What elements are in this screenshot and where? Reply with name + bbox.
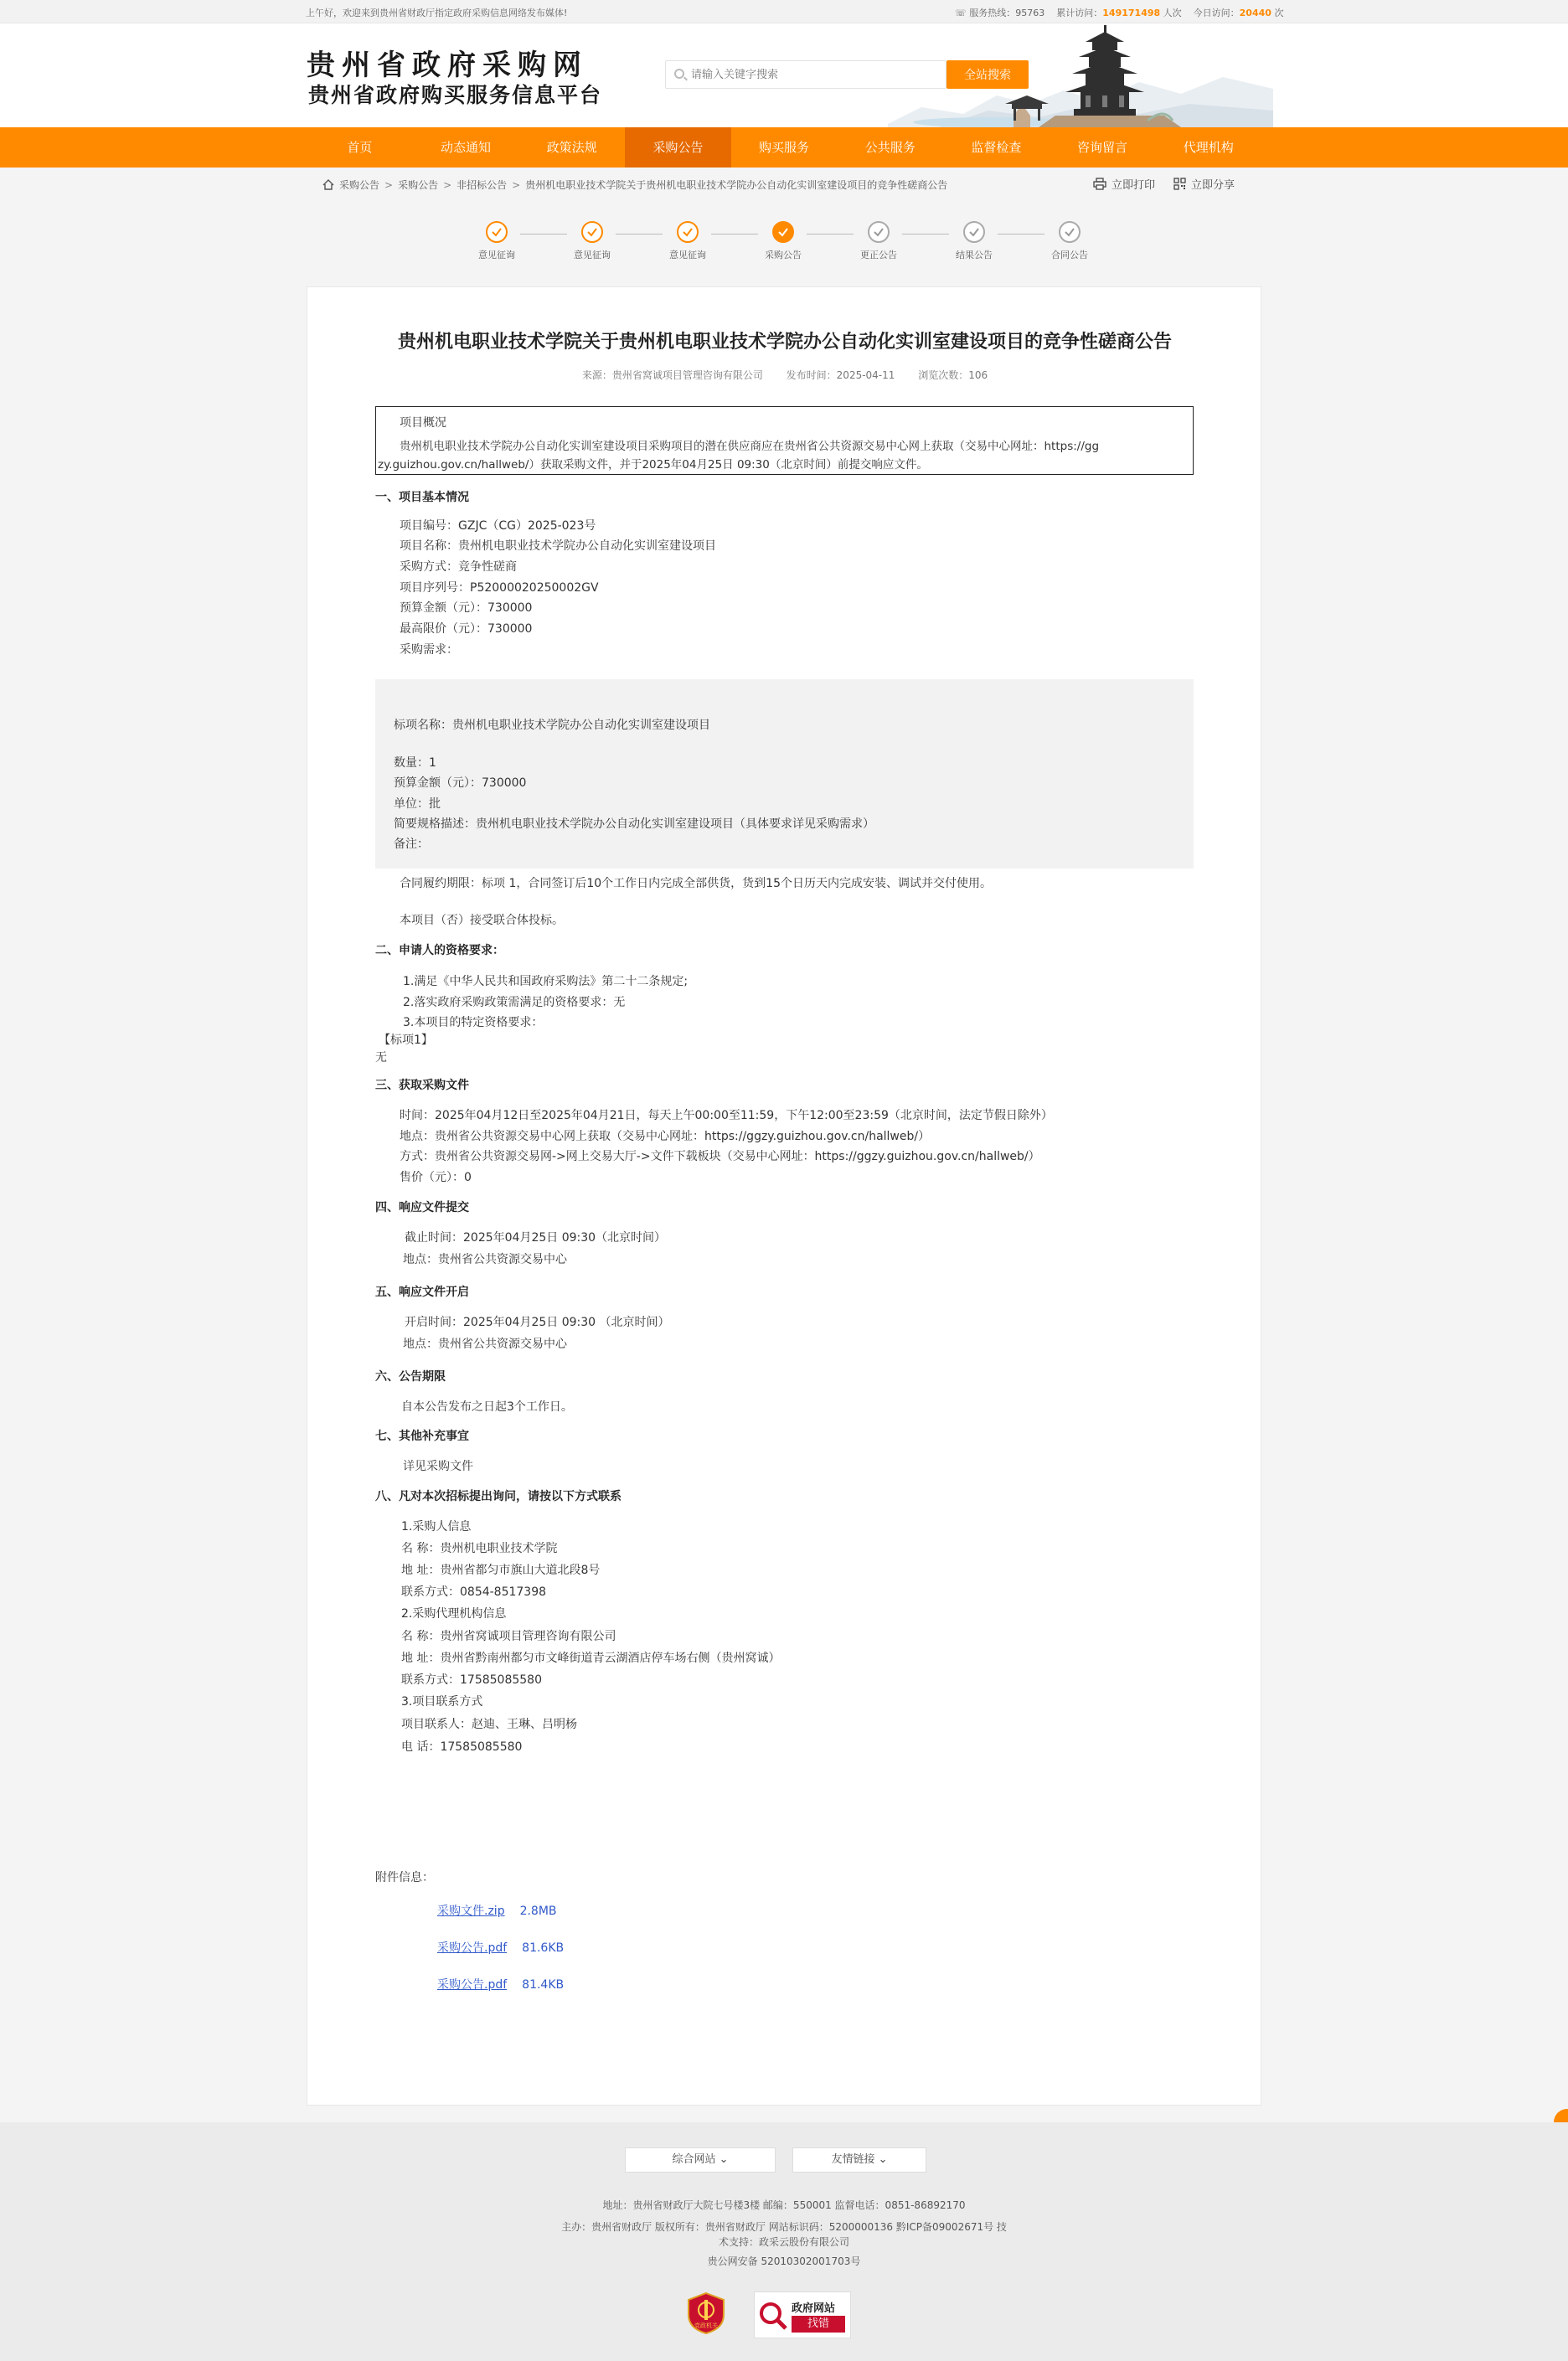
section-heading: 三、获取采购文件 xyxy=(375,1079,469,1092)
requirement-line: 单位：批 xyxy=(394,797,441,811)
breadcrumb: 采购公告 > 采购公告 > 非招标公告 > 贵州机电职业技术学院关于贵州机电职业技术学院办公自动化实训室建设项目的竞争性磋商公告 xyxy=(322,178,947,192)
step-consultation-1[interactable]: 意见征询 xyxy=(463,221,530,261)
links-dropdown[interactable]: 友情链接 ⌄ xyxy=(792,2147,926,2173)
requirement-line: 简要规格描述：贵州机电职业技术学院办公自动化实训室建设项目（具体要求详见采购需求） xyxy=(394,817,874,831)
info-line: 项目名称：贵州机电职业技术学院办公自动化实训室建设项目 xyxy=(400,539,716,553)
info-line: 项目序列号：P52000020250002GV xyxy=(400,581,599,595)
attachment-item xyxy=(437,1902,557,1919)
site-footer xyxy=(0,2122,1568,2361)
search-icon xyxy=(674,69,684,79)
main-nav xyxy=(0,127,1568,168)
overview-text: zy.guizhou.gov.cn/hallweb/）获取采购文件，并于2025年04月25日 09:30（北京时间）前提交响应文件。 xyxy=(378,458,928,472)
info-line: 【标项1】 xyxy=(379,1034,433,1047)
search-button[interactable]: 全站搜索 xyxy=(946,60,1029,89)
info-line: 采购方式：竞争性磋商 xyxy=(400,560,517,574)
sites-dropdown[interactable]: 综合网站 ⌄ xyxy=(625,2147,776,2173)
check-icon xyxy=(677,221,699,243)
check-icon xyxy=(868,221,890,243)
attachment-link[interactable]: 采购文件.zip xyxy=(437,1905,505,1918)
contact-line: 1.采购人信息 xyxy=(401,1520,472,1534)
footer-security-record: 贵公网安备 52010302001703号 xyxy=(707,2255,861,2267)
requirement-line: 备注： xyxy=(394,838,429,851)
check-icon xyxy=(963,221,985,243)
contact-line: 地 址：贵州省黔南州都匀市文峰街道青云湖酒店停车场右侧（贵州窝诚） xyxy=(401,1652,781,1665)
attachment-size: 81.6KB xyxy=(522,1941,565,1955)
site-stats: ☏ 服务热线：95763 累计访问：149171498 人次 今日访问：20440 次 xyxy=(955,8,1284,18)
info-line: 方式：贵州省公共资源交易网->网上交易大厅->文件下载板块（交易中心网址：https://ggzy.guizhou.gov.cn/hallweb/） xyxy=(400,1150,1040,1163)
breadcrumb-item[interactable]: 非招标公告 xyxy=(456,179,508,191)
footer-support: 术支持：政采云股份有限公司 xyxy=(718,2236,849,2248)
step-correction-notice[interactable]: 更正公告 xyxy=(845,221,912,261)
today-visits: 20440 xyxy=(1239,8,1271,18)
nav-item-home[interactable]: 首页 xyxy=(347,140,373,155)
footer-copyright: 主办：贵州省财政厅 版权所有：贵州省财政厅 网站标识码：5200000136 黔ICP备09002671号 技 xyxy=(561,2221,1007,2233)
article-date: 发布时间：2025-04-11 xyxy=(786,369,895,381)
section-heading: 七、其他补充事宜 xyxy=(375,1430,469,1443)
section-heading: 六、公告期限 xyxy=(375,1370,446,1384)
printer-icon xyxy=(1093,178,1106,190)
page-tools xyxy=(1093,176,1235,192)
section-heading: 一、项目基本情况 xyxy=(375,491,469,504)
breadcrumb-item[interactable]: 采购公告 xyxy=(398,179,439,191)
info-line: 开启时间：2025年04月25日 09:30 （北京时间） xyxy=(405,1316,670,1329)
contact-line: 联系方式：17585085580 xyxy=(401,1673,542,1687)
section-heading: 二、申请人的资格要求： xyxy=(375,944,504,957)
section-heading: 五、响应文件开启 xyxy=(375,1286,469,1299)
contact-line: 3.项目联系方式 xyxy=(401,1695,483,1709)
info-line: 地点：贵州省公共资源交易中心 xyxy=(403,1338,567,1351)
attachment-link[interactable]: 采购公告.pdf xyxy=(437,1978,508,1992)
attachments-label: 附件信息： xyxy=(375,1871,434,1884)
check-icon xyxy=(581,221,603,243)
article-source: 来源：贵州省窝诚项目管理咨询有限公司 xyxy=(581,369,763,381)
contact-line: 联系方式：0854-8517398 xyxy=(401,1585,547,1599)
section-heading: 四、响应文件提交 xyxy=(375,1201,469,1214)
info-line: 时间：2025年04月12日至2025年04月21日，每天上午00:00至11:59，下午12:00至23:59（北京时间，法定节假日除外） xyxy=(400,1109,1053,1122)
info-line: 地点：贵州省公共资源交易中心 xyxy=(403,1253,567,1266)
check-icon xyxy=(1059,221,1081,243)
requirement-line: 数量：1 xyxy=(394,756,436,770)
info-line: 售价（元）：0 xyxy=(400,1171,472,1184)
nav-item-purchase-service[interactable]: 购买服务 xyxy=(759,140,810,155)
info-line: 2.落实政府采购政策需满足的资格要求：无 xyxy=(403,996,626,1009)
project-overview-box xyxy=(375,406,1194,475)
requirement-box xyxy=(375,679,1194,869)
info-line: 1.满足《中华人民共和国政府采购法》第二十二条规定; xyxy=(403,975,689,988)
step-consultation-2[interactable]: 意见征询 xyxy=(559,221,626,261)
magnifier-icon xyxy=(758,2301,788,2331)
info-line: 无 xyxy=(375,1051,387,1065)
breadcrumb-current: 贵州机电职业技术学院关于贵州机电职业技术学院办公自动化实训室建设项目的竞争性磋商公告 xyxy=(525,179,948,191)
chevron-down-icon: ⌄ xyxy=(719,2153,729,2166)
info-line: 详见采购文件 xyxy=(403,1460,473,1473)
attachment-item xyxy=(437,1976,564,1992)
contact-line: 名 称：贵州省窝诚项目管理咨询有限公司 xyxy=(401,1630,616,1643)
nav-item-policy[interactable]: 政策法规 xyxy=(546,140,597,155)
check-icon xyxy=(486,221,508,243)
article-card xyxy=(307,286,1261,2106)
article-title: 贵州机电职业技术学院关于贵州机电职业技术学院办公自动化实训室建设项目的竞争性磋商公告 xyxy=(397,332,1172,353)
government-party-badge[interactable]: 党政机关 xyxy=(687,2291,725,2335)
breadcrumb-item[interactable]: 采购公告 xyxy=(339,179,380,191)
info-line: 项目编号：GZJC（CG）2025-023号 xyxy=(400,519,596,533)
nav-item-public-service[interactable]: 公共服务 xyxy=(864,140,916,155)
info-line: 3.本项目的特定资格要求： xyxy=(403,1016,544,1029)
contact-line: 电 话：17585085580 xyxy=(401,1740,523,1754)
article-views: 浏览次数：106 xyxy=(918,369,988,381)
pavilion-scenery-illustration xyxy=(888,23,1273,127)
footer-address: 地址：贵州省财政厅大院七号楼3楼 邮编：550001 监督电话：0851-86892170 xyxy=(602,2199,966,2211)
attachment-item xyxy=(437,1939,564,1956)
step-consultation-3[interactable]: 意见征询 xyxy=(654,221,721,261)
overview-title: 项目概况 xyxy=(400,416,446,430)
top-bar xyxy=(0,0,1568,23)
contact-line: 地 址：贵州省都匀市旗山大道北段8号 xyxy=(401,1564,601,1577)
info-line: 地点：贵州省公共资源交易中心网上获取（交易中心网址：https://ggzy.guizhou.gov.cn/hallweb/） xyxy=(400,1130,931,1143)
nav-item-agency[interactable]: 代理机构 xyxy=(1183,140,1234,155)
section-heading: 八、凡对本次招标提出询问，请按以下方式联系 xyxy=(375,1490,622,1503)
check-icon xyxy=(772,221,794,243)
contact-line: 项目联系人：赵迪、王琳、吕明杨 xyxy=(401,1718,577,1731)
chevron-down-icon: ⌄ xyxy=(878,2153,888,2166)
step-result-notice[interactable]: 结果公告 xyxy=(941,221,1008,261)
site-title[interactable]: 贵州省政府采购网 xyxy=(307,49,588,82)
contract-period: 合同履约期限：标项 1，合同签订后10个工作日内完成全部供货，货到15个日历天内完成安装、调试并交付使用。 xyxy=(400,877,992,890)
site-header xyxy=(0,23,1568,127)
step-procurement-notice[interactable]: 采购公告 xyxy=(750,221,817,261)
nav-item-news[interactable]: 动态通知 xyxy=(441,140,492,155)
nav-item-procurement-notice[interactable]: 采购公告 xyxy=(625,127,731,168)
report-error-badge[interactable]: 政府网站 找错 xyxy=(754,2291,851,2338)
info-line: 采购需求： xyxy=(400,643,458,657)
contact-line: 名 称：贵州机电职业技术学院 xyxy=(401,1542,558,1555)
requirement-line: 预算金额（元）：730000 xyxy=(394,776,527,790)
share-button[interactable]: 立即分享 xyxy=(1173,176,1235,192)
article-meta xyxy=(307,368,1262,382)
overview-text: 贵州机电职业技术学院办公自动化实训室建设项目采购项目的潜在供应商应在贵州省公共资源交易中心网上获取（交易中心网址：https://gg xyxy=(400,440,1100,453)
qrcode-icon xyxy=(1173,178,1186,190)
attachment-link[interactable]: 采购公告.pdf xyxy=(437,1941,508,1955)
attachment-size: 81.4KB xyxy=(522,1978,565,1992)
home-icon[interactable] xyxy=(322,179,334,190)
lot-name: 标项名称：贵州机电职业技术学院办公自动化实训室建设项目 xyxy=(394,719,710,732)
info-line: 预算金额（元）：730000 xyxy=(400,601,533,615)
info-line: 截止时间：2025年04月25日 09:30（北京时间） xyxy=(405,1231,667,1245)
total-visits: 149171498 xyxy=(1102,8,1161,18)
print-button[interactable]: 立即打印 xyxy=(1093,176,1155,192)
hotline-icon: ☏ xyxy=(955,8,970,18)
step-contract-notice[interactable]: 合同公告 xyxy=(1036,221,1103,261)
contact-line: 2.采购代理机构信息 xyxy=(401,1607,507,1621)
consortium-note: 本项目（否）接受联合体投标。 xyxy=(400,914,564,927)
site-subtitle[interactable]: 贵州省政府购买服务信息平台 xyxy=(308,83,603,107)
attachment-size: 2.8MB xyxy=(519,1905,557,1918)
nav-item-supervision[interactable]: 监督检查 xyxy=(971,140,1022,155)
nav-item-consult[interactable]: 咨询留言 xyxy=(1077,140,1128,155)
hotline-number: 95763 xyxy=(1015,8,1045,18)
welcome-text: 上午好，欢迎来到贵州省财政厅指定政府采购信息网络发布媒体! xyxy=(306,8,568,18)
info-line: 自本公告发布之日起3个工作日。 xyxy=(401,1400,573,1414)
info-line: 最高限价（元）：730000 xyxy=(400,622,533,636)
